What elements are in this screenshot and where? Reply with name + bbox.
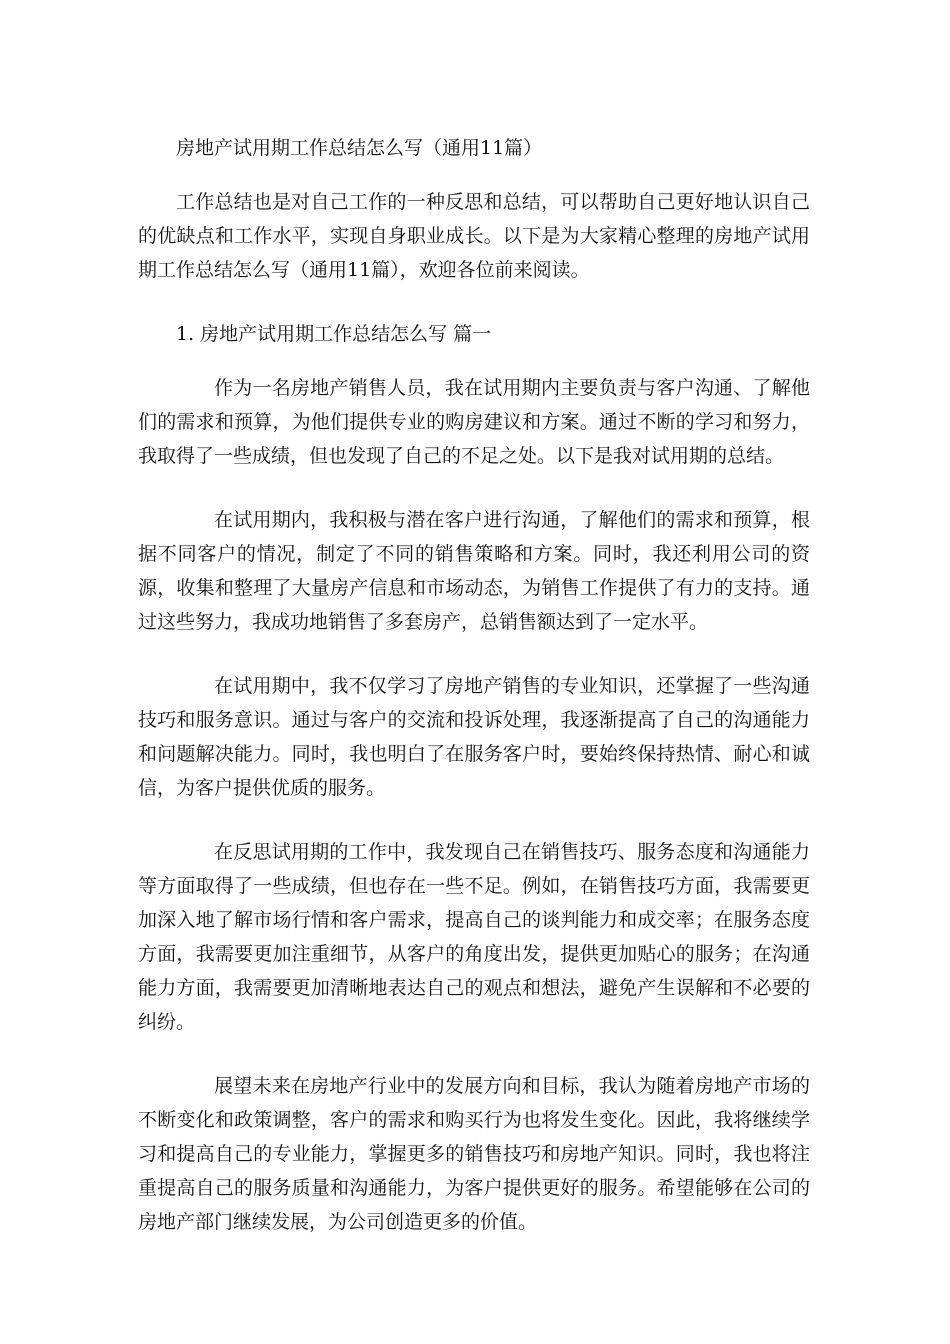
document-title: 房地产试用期工作总结怎么写（通用11篇）: [176, 137, 543, 159]
section-heading: 1. 房地产试用期工作总结怎么写 篇一: [176, 323, 492, 345]
body-paragraph-1: 作为一名房地产销售人员，我在试用期内主要负责与客户沟通、了解他们的需求和预算，为他们提供专业的购房建议和方案。通过不断的学习和努力，我取得了一些成绩，但也发现了自己的不足之处。以下是我对试用期的总结。: [138, 377, 810, 467]
body-paragraph-4: 在反思试用期的工作中，我发现自己在销售技巧、服务态度和沟通能力等方面取得了一些成绩，但也存在一些不足。例如，在销售技巧方面，我需要更加深入地了解市场行情和客户需求，提高自己的谈判能力和成交率；在服务态度方面，我需要更加注重细节，从客户的角度出发，提供更加贴心的服务；在沟通能力方面，我需要更加清晰地表达自己的观点和想法，避免产生误解和不必要的纠纷。: [138, 841, 810, 1033]
body-paragraph-5: 展望未来在房地产行业中的发展方向和目标，我认为随着房地产市场的不断变化和政策调整，客户的需求和购买行为也将发生变化。因此，我将继续学习和提高自己的专业能力，掌握更多的销售技巧和房地产知识。同时，我也将注重提高自己的服务质量和沟通能力，为客户提供更好的服务。希望能够在公司的房地产部门继续发展，为公司创造更多的价值。: [138, 1075, 810, 1233]
body-paragraph-2: 在试用期内，我积极与潜在客户进行沟通，了解他们的需求和预算，根据不同客户的情况，制定了不同的销售策略和方案。同时，我还利用公司的资源，收集和整理了大量房产信息和市场动态，为销售工作提供了有力的支持。通过这些努力，我成功地销售了多套房产，总销售额达到了一定水平。: [138, 509, 810, 633]
intro-paragraph: 工作总结也是对自己工作的一种反思和总结，可以帮助自己更好地认识自己的优缺点和工作水平，实现自身职业成长。以下是为大家精心整理的房地产试用期工作总结怎么写（通用11篇），欢迎各位前来阅读。: [138, 191, 810, 281]
body-paragraph-3: 在试用期中，我不仅学习了房地产销售的专业知识，还掌握了一些沟通技巧和服务意识。通过与客户的交流和投诉处理，我逐渐提高了自己的沟通能力和问题解决能力。同时，我也明白了在服务客户时，要始终保持热情、耐心和诚信，为客户提供优质的服务。: [138, 675, 810, 799]
document-body: [138, 131, 810, 1269]
